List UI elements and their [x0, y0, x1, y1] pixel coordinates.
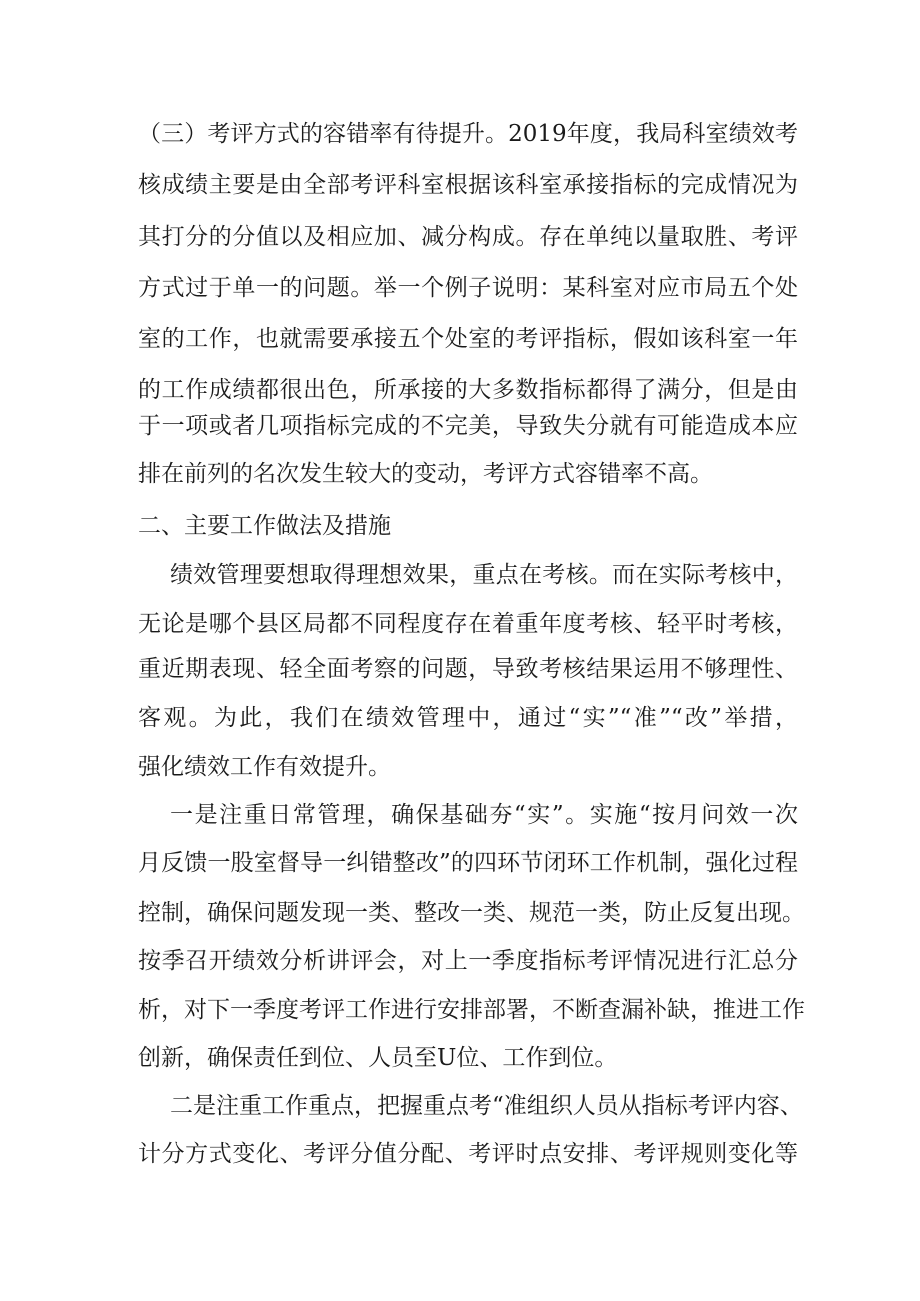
paragraph-line: 一是注重日常管理，确保基础夯“实”。实施“按月问效一次	[170, 802, 798, 828]
paragraph-line: 重近期表现、轻全面考察的问题，导致考核结果运用不够理性、	[138, 656, 798, 682]
paragraph-line: 按季召开绩效分析讲评会，对上一季度指标考评情况进行汇总分	[138, 948, 798, 974]
paragraph-line: 无论是哪个县区局都不同程度存在着重年度考核、轻平时考核，	[138, 611, 798, 637]
paragraph-line: 二是注重工作重点，把握重点考“准组织人员从指标考评内容、	[170, 1093, 803, 1119]
paragraph-line: 析，对下一季度考评工作进行安排部署，不断查漏补缺，推进工作	[138, 997, 805, 1023]
paragraph-line: 计分方式变化、考评分值分配、考评时点安排、考评规则变化等	[138, 1141, 798, 1167]
paragraph-line: 的工作成绩都很出色，所承接的大多数指标都得了满分，但是由	[138, 377, 798, 403]
paragraph-line: 月反馈一股室督导一纠错整改”的四环节闭环工作机制，强化过程	[138, 850, 798, 876]
paragraph-line: 客观。为此，我们在绩效管理中，通过“实”“准”“改”举措，	[138, 705, 798, 731]
paragraph-line: 创新，确保责任到位、人员至U位、工作到位。	[138, 1045, 618, 1071]
paragraph-line: （三）考评方式的容错率有待提升。2019年度，我局科室绩效考	[138, 121, 798, 147]
paragraph-line: 核成绩主要是由全部考评科室根据该科室承接指标的完成情况为	[138, 172, 798, 198]
paragraph-line: 控制，确保问题发现一类、整改一类、规范一类，防止反复出现。	[138, 900, 805, 926]
paragraph-line: 排在前列的名次发生较大的变动，考评方式容错率不高。	[138, 461, 713, 487]
paragraph-line: 于一项或者几项指标完成的不完美，导致失分就有可能造成本应	[138, 413, 798, 439]
paragraph-line: 室的工作，也就需要承接五个处室的考评指标，假如该科室一年	[138, 326, 798, 352]
paragraph-line: 方式过于单一的问题。举一个例子说明：某科室对应市局五个处	[138, 275, 798, 301]
paragraph-line: 其打分的分值以及相应加、减分构成。存在单纯以量取胜、考评	[138, 224, 798, 250]
section-heading: 二、主要工作做法及措施	[138, 513, 391, 539]
paragraph-line: 强化绩效工作有效提升。	[138, 754, 391, 780]
paragraph-line: 绩效管理要想取得理想效果，重点在考核。而在实际考核中，	[170, 562, 798, 588]
